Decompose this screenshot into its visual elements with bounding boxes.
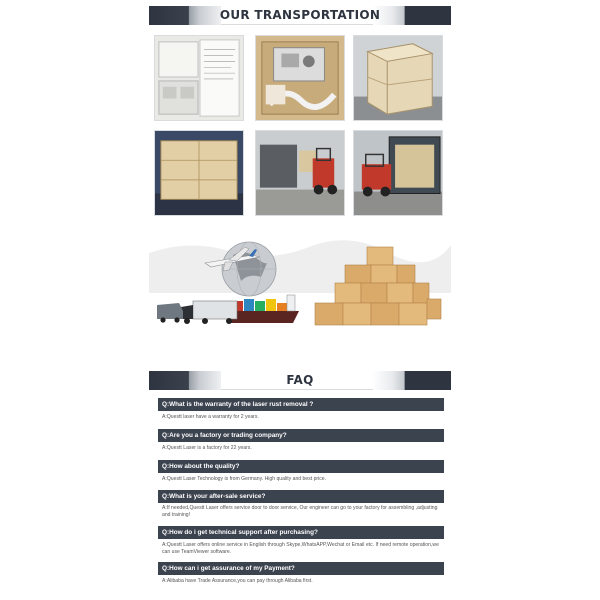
transportation-banner	[149, 6, 451, 25]
photo-wooden-crate	[353, 35, 443, 121]
faq-question-2: Q:Are you a factory or trading company?	[158, 429, 444, 442]
faq-answer-6: A:Alibaba have Trade Assurance,you can pay through Alibaba first.	[162, 578, 313, 584]
faq-question-4: Q:What is your after-sale service?	[158, 490, 444, 503]
shipping-illustration	[149, 233, 451, 330]
faq-title: FAQ	[286, 373, 314, 387]
faq-question-5: Q:How do i get technical support after purchasing?	[158, 526, 444, 539]
faq-question-1: Q:What is the warranty of the laser rust removal ?	[158, 398, 444, 411]
faq-question-6: Q:How can i get assurance of my Payment?	[158, 562, 444, 575]
photo-forklift-loading	[255, 130, 345, 216]
photo-container-loading	[353, 130, 443, 216]
faq-banner	[149, 371, 451, 390]
faq-answer-4: A:If needed,Questt Laser offers service door to door service, Our engineer can go to your factory for assembling ,adjusting and training!	[162, 505, 438, 518]
photo-machine-in-foam	[255, 35, 345, 121]
faq-answer-3: A:Questt Laser Technology is from Germany. High quality and best price.	[162, 476, 327, 482]
faq-answer-1: A:Questt laser have a warranty for 2 years.	[162, 414, 259, 420]
photo-packed-machine-boxes	[154, 35, 244, 121]
faq-answer-5: A:Questt Laser offers online service in English through Skype,WhatsAPP,Wechat or Email etc. If need remote operation,we can use TeamViewer software.	[162, 542, 439, 555]
faq-answer-2: A:Questt Laser is a factory for 22 years.	[162, 445, 252, 451]
transportation-title: OUR TRANSPORTATION	[219, 8, 381, 22]
photo-crate-on-truck	[154, 130, 244, 216]
faq-question-3: Q:How about the quality?	[158, 460, 444, 473]
